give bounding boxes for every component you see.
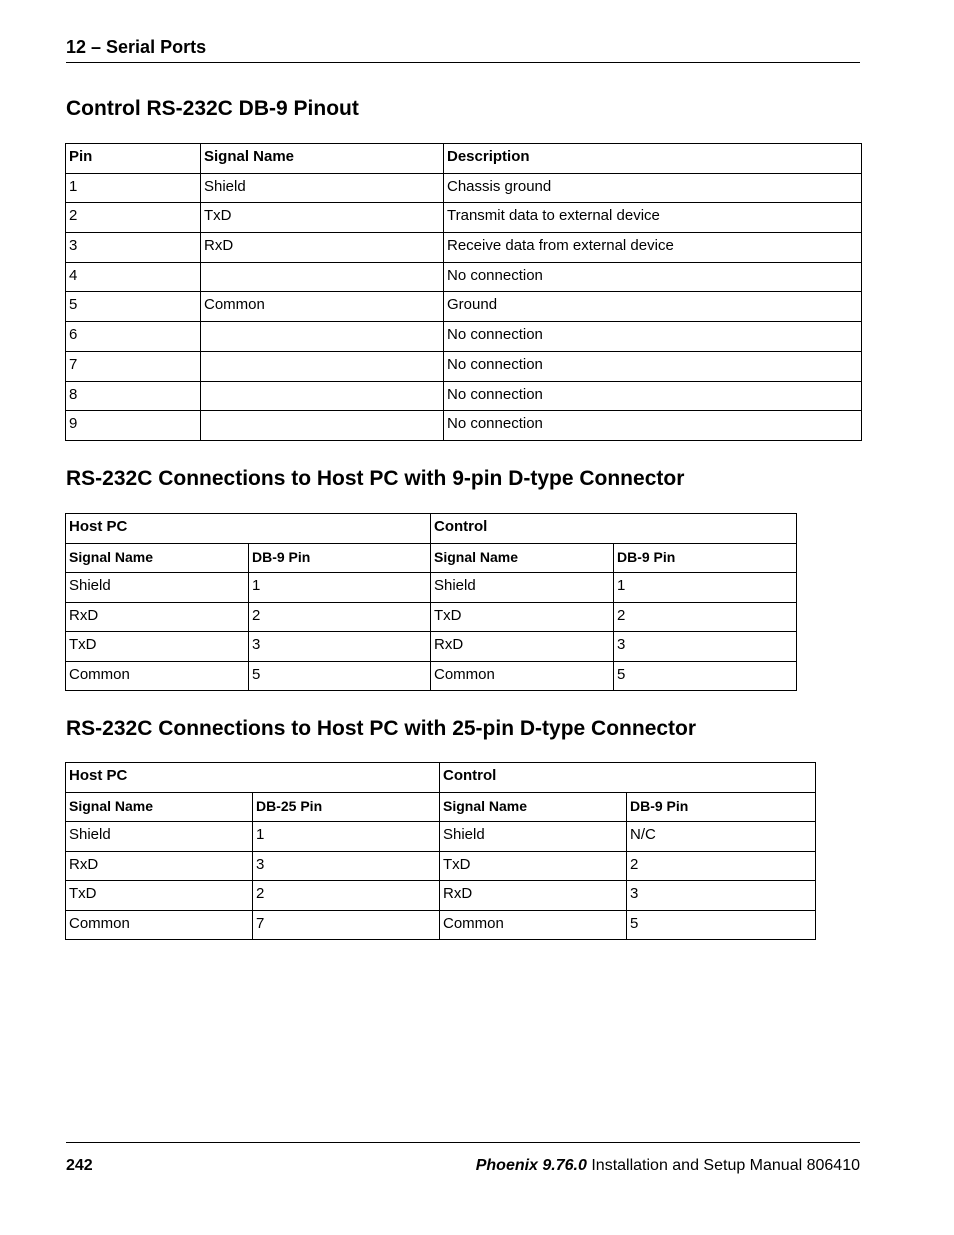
table-row [66,262,862,292]
table-cell: 1 [614,573,797,603]
table-cell: No connection [444,262,862,292]
table-cell: RxD [440,881,627,911]
table-cell: Common [66,661,249,691]
table-cell: No connection [444,351,862,381]
table-header-row [66,543,797,573]
table-row [66,203,862,233]
table-cell: No connection [444,322,862,352]
table-cell: 5 [66,292,201,322]
table-cell: TxD [66,632,249,662]
group-header-control: Control [431,514,797,544]
table-cell: RxD [66,851,253,881]
table-cell: 1 [66,173,201,203]
table-cell: Shield [66,822,253,852]
table-row [66,661,797,691]
table-cell: Transmit data to external device [444,203,862,233]
product-name: Phoenix 9.76.0 [475,1157,587,1174]
table-cell: 2 [253,881,440,911]
column-header: Signal Name [201,144,444,174]
section-title-25pin-connections: RS-232C Connections to Host PC with 25-pin D-type Connector [66,717,697,740]
table-row [66,851,816,881]
table-cell: RxD [201,233,444,263]
column-header: Signal Name [431,543,614,573]
table-cell: No connection [444,411,862,441]
table-cell: TxD [66,881,253,911]
table-cell: Shield [440,822,627,852]
table-cell: Common [201,292,444,322]
column-header: DB-9 Pin [627,792,816,822]
table-cell [201,411,444,441]
table-cell: RxD [66,602,249,632]
running-head: 12 – Serial Ports [66,37,207,57]
table-row [66,602,797,632]
table-cell: Common [431,661,614,691]
column-header: Description [444,144,862,174]
table-cell: 8 [66,381,201,411]
table-cell: 3 [253,851,440,881]
table-row [66,322,862,352]
table-row [66,173,862,203]
table-cell: 1 [249,573,431,603]
table-cell: Ground [444,292,862,322]
table-row [66,632,797,662]
table-cell: 3 [249,632,431,662]
table-cell: 2 [627,851,816,881]
25pin-connections-table [65,762,816,940]
table-row [66,351,862,381]
table-row [66,822,816,852]
table-cell: Common [66,910,253,940]
column-header: Pin [66,144,201,174]
group-header-row [66,763,816,793]
table-cell [201,322,444,352]
table-cell: 2 [249,602,431,632]
table-cell: 2 [66,203,201,233]
table-cell: 3 [614,632,797,662]
table-cell: 7 [253,910,440,940]
manual-title: Installation and Setup Manual [591,1157,803,1174]
table-cell: TxD [431,602,614,632]
table-cell: No connection [444,381,862,411]
group-header-host-pc: Host PC [66,514,431,544]
table-row [66,233,862,263]
table-cell: Shield [431,573,614,603]
column-header: DB-9 Pin [249,543,431,573]
table-cell: 5 [627,910,816,940]
table-cell: TxD [201,203,444,233]
column-header: Signal Name [66,792,253,822]
db9-pinout-table [65,143,862,441]
table-cell: TxD [440,851,627,881]
table-cell: RxD [431,632,614,662]
table-header-row [66,792,816,822]
table-cell [201,262,444,292]
group-header-host-pc: Host PC [66,763,440,793]
group-header-control: Control [440,763,816,793]
table-row [66,411,862,441]
table-header-row [66,144,862,174]
header-rule [66,62,860,63]
footer-rule [66,1142,860,1143]
table-cell: 3 [66,233,201,263]
table-cell: 5 [249,661,431,691]
table-cell: 7 [66,351,201,381]
section-title-9pin-connections: RS-232C Connections to Host PC with 9-pin D-type Connector [66,467,685,490]
column-header: DB-25 Pin [253,792,440,822]
table-cell: Common [440,910,627,940]
column-header: Signal Name [440,792,627,822]
page-number: 242 [66,1157,93,1174]
table-cell: 4 [66,262,201,292]
table-cell: Shield [201,173,444,203]
table-cell: 5 [614,661,797,691]
table-cell: N/C [627,822,816,852]
footer-doc-info [476,1156,860,1176]
table-cell: Chassis ground [444,173,862,203]
table-cell: 1 [253,822,440,852]
table-cell [201,381,444,411]
table-cell: Receive data from external device [444,233,862,263]
group-header-row [66,514,797,544]
table-cell: 6 [66,322,201,352]
table-row [66,381,862,411]
table-cell: Shield [66,573,249,603]
table-cell: 2 [614,602,797,632]
doc-number: 806410 [806,1157,860,1174]
9pin-connections-table [65,513,797,691]
table-cell [201,351,444,381]
column-header: Signal Name [66,543,249,573]
section-title-db9-pinout: Control RS-232C DB-9 Pinout [66,97,359,120]
table-cell: 3 [627,881,816,911]
table-row [66,910,816,940]
table-row [66,292,862,322]
column-header: DB-9 Pin [614,543,797,573]
table-cell: 9 [66,411,201,441]
table-row [66,881,816,911]
table-row [66,573,797,603]
